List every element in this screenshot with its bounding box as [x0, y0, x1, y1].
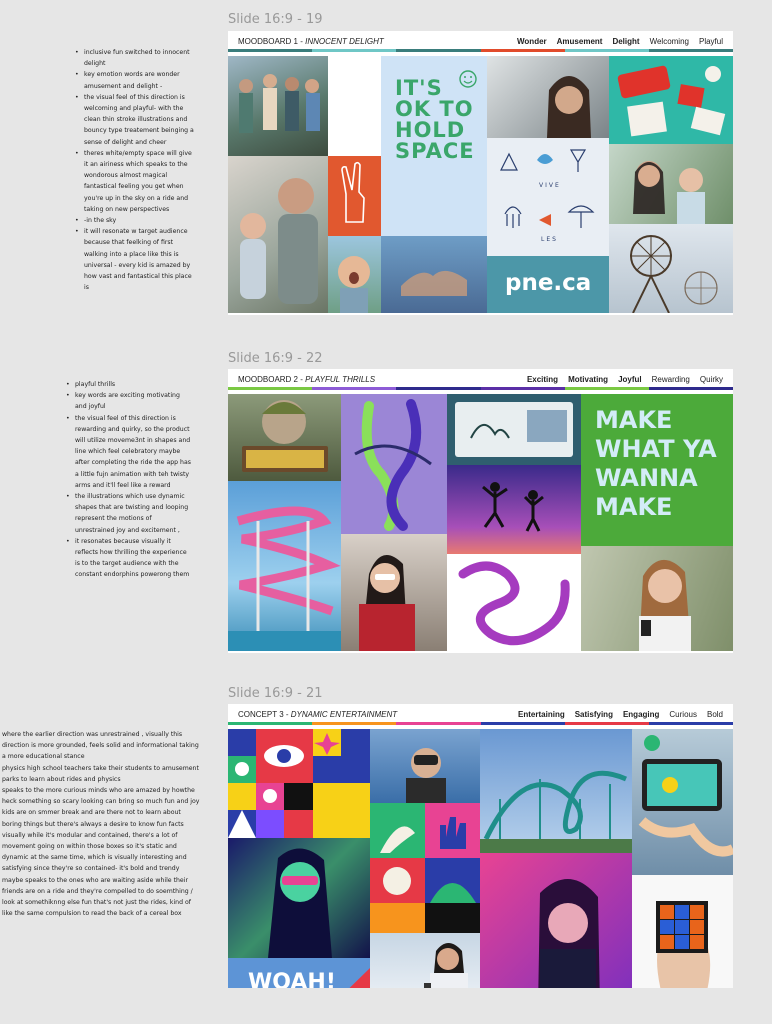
photo-rubiks-cube [632, 875, 733, 988]
keyword: Quirky [699, 374, 723, 384]
note-item: where the earlier direction was unrestrained , visually this direction is more grounded, feels solid and informational taking a more educational stance [2, 731, 199, 761]
keyword: Entertaining [518, 709, 565, 719]
slide-concept-3[interactable] [228, 704, 733, 988]
note-item: • it will resonate w target audience because that feelking of first walking into a place like this is universal - every kid is amazed by how vast and fantastical this place is [75, 226, 195, 293]
keyword-tags [517, 37, 723, 46]
photo-tablet-game [632, 729, 733, 875]
keyword: Satisfying [574, 709, 613, 719]
note-item: • the visual feel of this direction is rewarding and quirky, so the product will utilize moveme3nt in shapes and line which feel celebratory maybe after completing the ride the app has a little fujn animation with teh twisty arms and it'll feel like a reward [66, 413, 191, 491]
poster-wordmark: IT'S OK TO HOLD SPACE [395, 76, 475, 163]
moodboard-title: MOODBOARD 2 - PLAYFUL THRILLS [238, 374, 376, 384]
brand-wordmark: pne.ca [505, 270, 592, 296]
poster-hold-space [381, 56, 487, 236]
brand-tile-pne [487, 256, 609, 313]
illustration-peace-hand [328, 156, 381, 236]
slide-header [228, 369, 733, 389]
screenshot-app-mockup [447, 394, 581, 465]
keyword: Curious [669, 709, 697, 719]
keyword: Engaging [622, 709, 660, 719]
banner-woah [228, 958, 370, 988]
keyword-tags [527, 375, 723, 384]
note-item: • key emotion words are wonder amusement and delight - [75, 69, 195, 91]
photo-jumping-silhouettes [447, 465, 581, 554]
photo-woman-texting [370, 933, 480, 988]
slide-moodboard-1[interactable] [228, 31, 733, 315]
photo-dad-and-child [228, 156, 328, 313]
moodboard-title: CONCEPT 3 - DYNAMIC ENTERTAINMENT [238, 709, 398, 719]
photo-woman-phone [581, 546, 733, 651]
photo-girl-sunglasses [341, 534, 447, 651]
photo-roller-coaster [480, 729, 632, 853]
poster-wordmark: MAKE WHAT YA WANNA MAKE [595, 406, 717, 521]
keyword: Amusement [556, 36, 603, 46]
label-les: LES [541, 236, 558, 243]
illustration-squiggle [447, 554, 581, 651]
note-item: • inclusive fun switched to innocent delight [75, 47, 195, 69]
banner-wordmark: WOAH! [248, 970, 336, 988]
photo-chocolate-bar [228, 394, 341, 481]
note-item: • key words are exciting motivating and joyful [66, 390, 191, 412]
slide-header [228, 704, 733, 724]
poster-make-what-ya-wanna-make [581, 394, 733, 546]
photo-girls-with-phone [609, 144, 733, 224]
note-item: • -in the sky [75, 215, 195, 226]
keyword: Wonder [517, 36, 547, 46]
keyword: Exciting [526, 374, 559, 384]
graphic-tickets [609, 56, 733, 144]
illustration-vive-les [487, 138, 609, 256]
label-vive: VIVE [539, 182, 561, 189]
keyword: Motivating [568, 374, 609, 384]
photo-friends-laughing [228, 56, 328, 156]
slide-moodboard-2[interactable] [228, 369, 733, 653]
slide-header [228, 31, 733, 51]
keyword: Joyful [618, 374, 642, 384]
note-item: speaks to the more curious minds who are amazed by howthe heck something so scary looking can bring so much fun and joy [2, 787, 200, 806]
photo-binoculars [370, 729, 480, 803]
speaker-notes [2, 729, 202, 919]
pattern-geometric-tiles [228, 729, 370, 838]
slide-title[interactable]: Slide 16:9 - 21 [228, 686, 323, 701]
photo-woman-pink-light [480, 853, 632, 988]
note-item: • the visual feel of this direction is welcoming and playful- with the clean thin stroke illustrations and bouncy type treatement beinging a sense of delight and cheer [75, 92, 195, 148]
note-item: kids are on smmer break and are there not to learn about boring things but there's always a desire to know fun facts [2, 809, 184, 828]
photo-neon-woman [228, 838, 370, 958]
keyword-tags [518, 710, 723, 719]
speaker-notes [66, 379, 191, 581]
keyword: Delight [612, 36, 640, 46]
note-item: physics high school teachers take their students to amusement parks to learn about rides and physics [2, 764, 199, 783]
slide-title[interactable]: Slide 16:9 - 19 [228, 12, 323, 27]
pattern-hand-tiles [370, 803, 480, 933]
photo-hands-sky [381, 236, 487, 313]
keyword: Rewarding [651, 374, 690, 384]
illustration-twisty-arms [341, 394, 447, 534]
note-item: • playful thrills [66, 379, 191, 390]
photo-ferris-wheel [609, 224, 733, 313]
keyword: Playful [698, 36, 723, 46]
note-item: visually while it's modular and contained, there's a lot of movement going on within those boxes so it's static and dynamic at the same time, which is visually interesting and satisfying since they're so contained- it's bold and trendy [2, 831, 187, 873]
slide-title[interactable]: Slide 16:9 - 22 [228, 351, 323, 366]
note-item: • theres white/empty space will give it an airiness which speaks to the wondorous almost magical fantastical feeling you get when you're up in the sky on a ride and taking on new perspectives [75, 148, 195, 215]
speaker-notes [75, 47, 195, 293]
note-item: • it resonates because visually it reflects how thrilling the experience is to the target audience with the constant endorphins powerong them [66, 536, 191, 581]
note-item: maybe speaks to the ones who are waiting aside while their friends are on a ride and they're compelled to do soemthing / look at somethiknng else fun that's not just the rides, kind of like the same compulsion to read the back of a cereal box [2, 876, 193, 918]
moodboard-title: MOODBOARD 1 - INNOCENT DELIGHT [238, 36, 384, 46]
photo-woman-looking-up [487, 56, 609, 138]
note-item: • the illustrations which use dynamic shapes that are twisting and looping represent the motions of unrestrained joy and excitement , [66, 491, 191, 536]
photo-water-slides [228, 481, 341, 651]
keyword: Welcoming [649, 36, 689, 46]
photo-amazed-boy [328, 236, 381, 313]
keyword: Bold [706, 709, 723, 719]
